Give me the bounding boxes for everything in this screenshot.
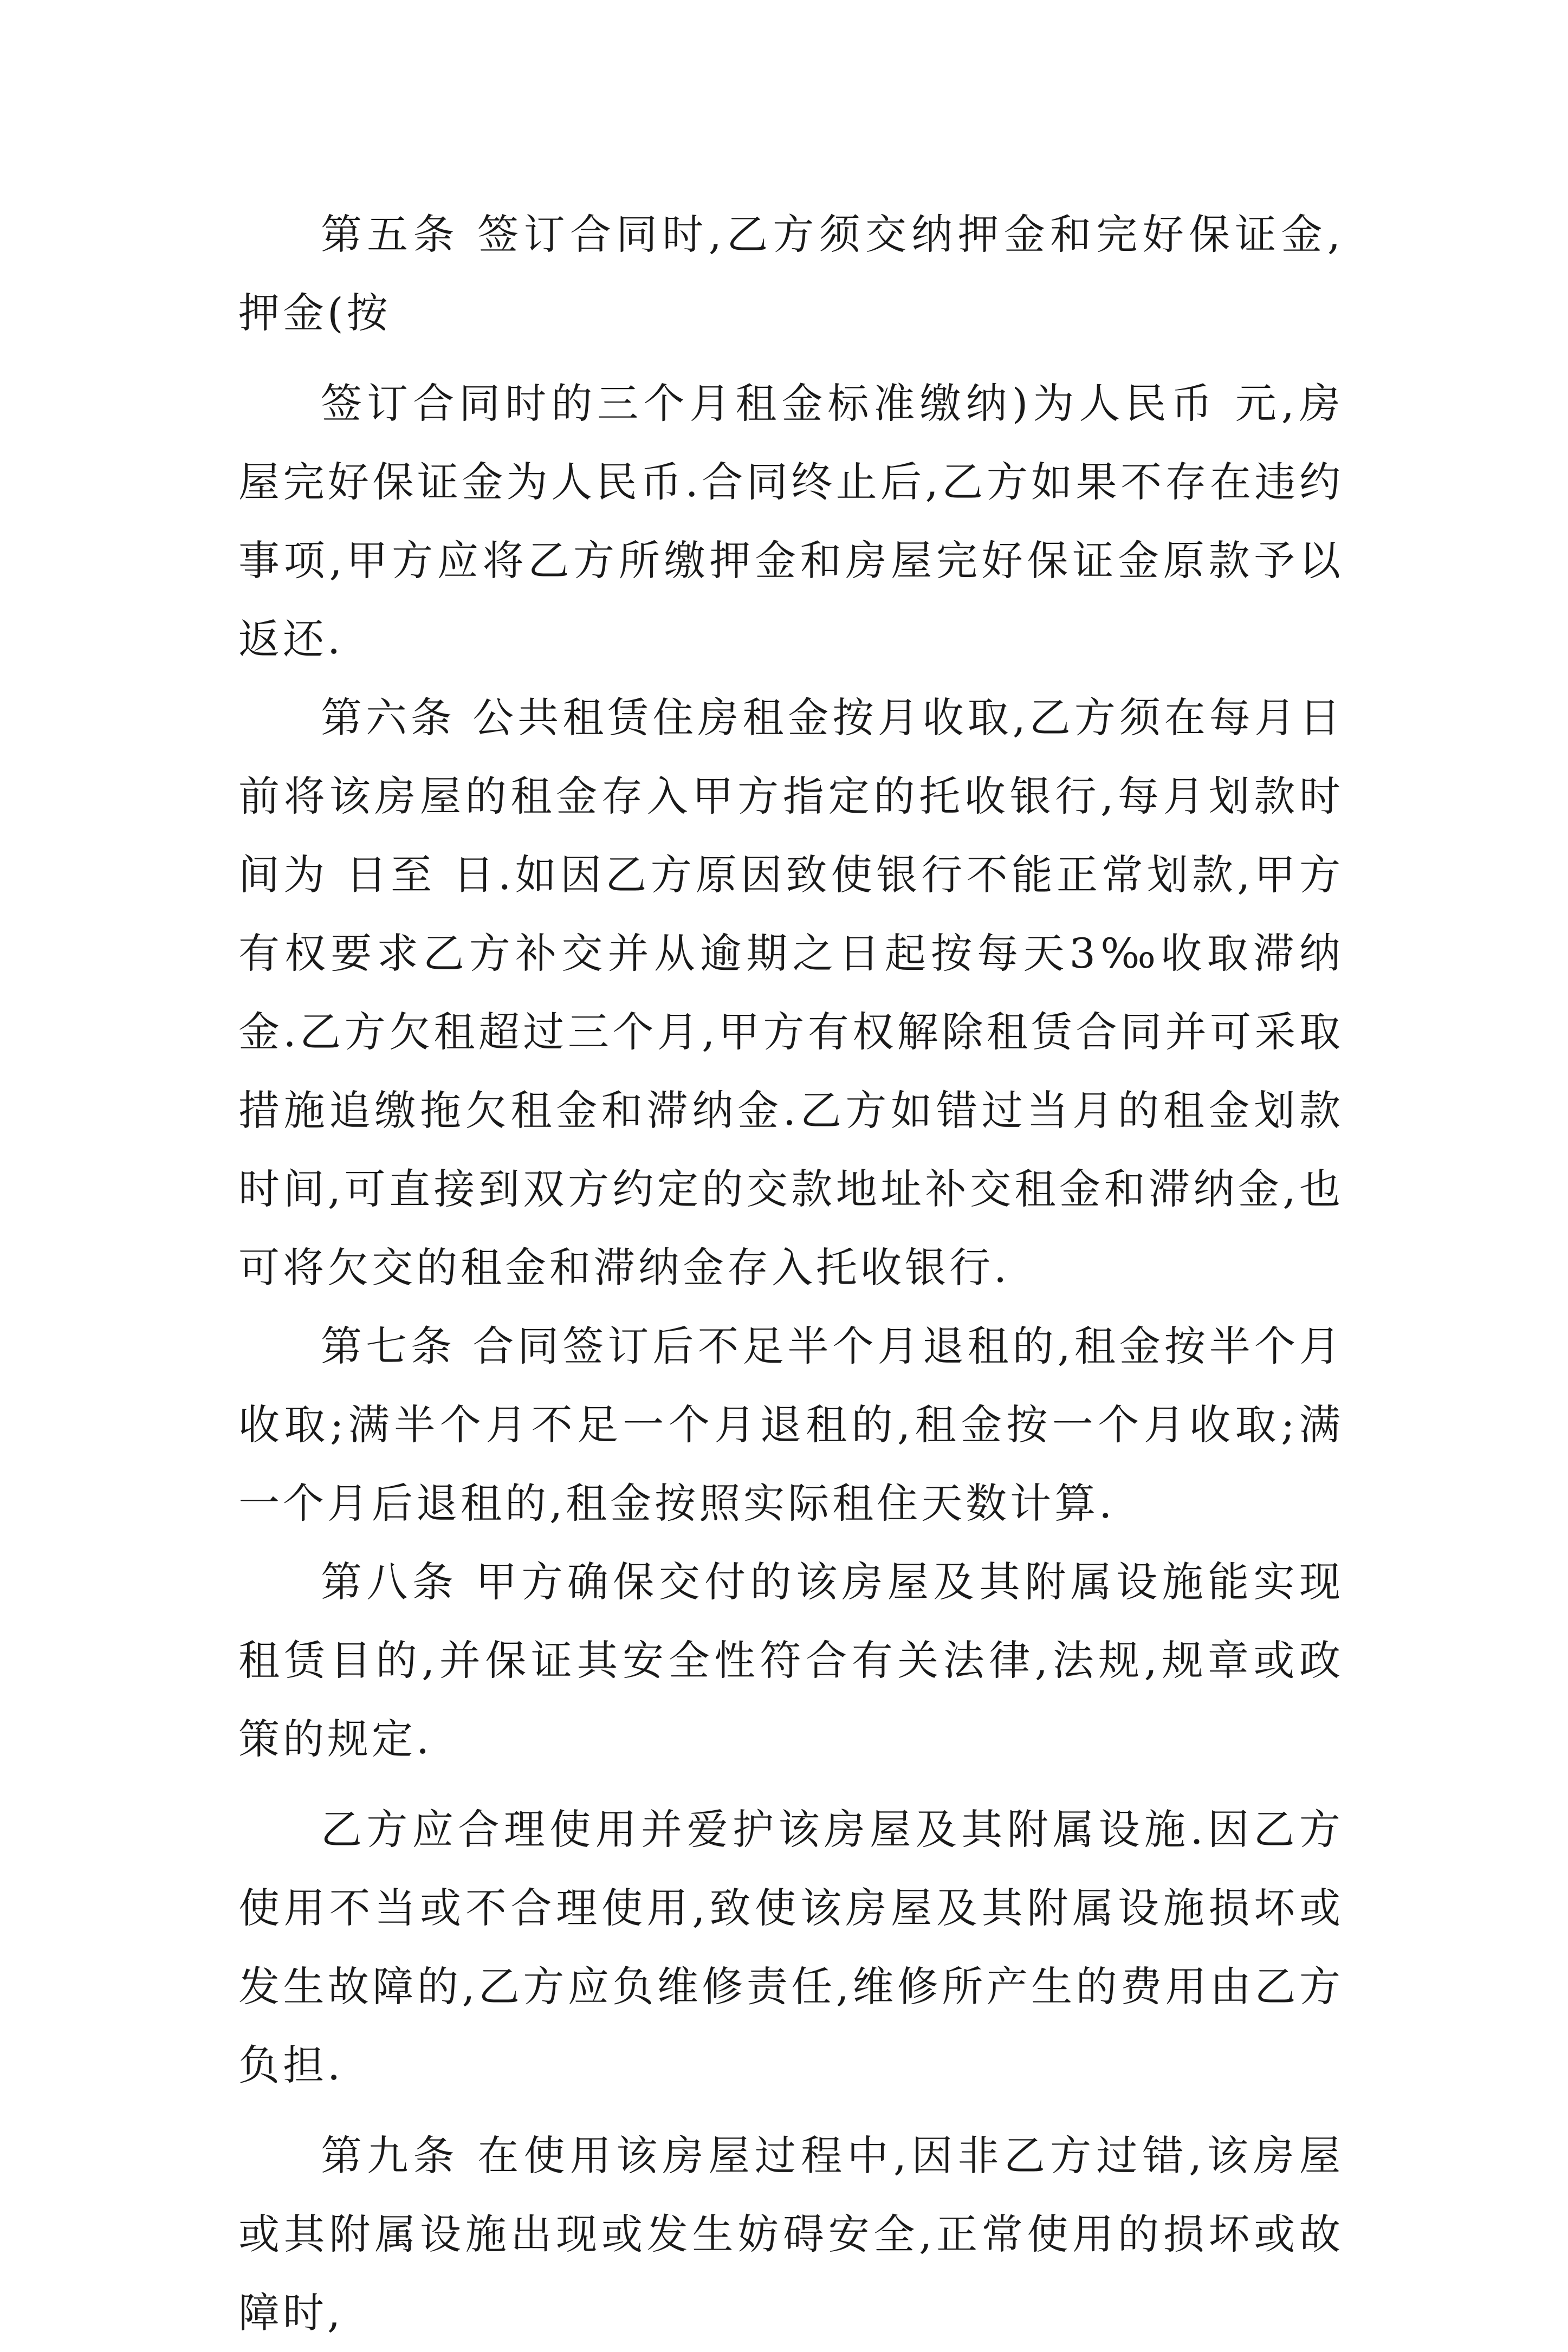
paragraph-tenant-duty: 乙方应合理使用并爱护该房屋及其附属设施.因乙方使用不当或不合理使用,致使该房屋及其附属设施损坏或发生故障的,乙方应负维修责任,维修所产生的费用由乙方负担.: [238, 1805, 1344, 2089]
paragraph-article-9: 第九条 在使用该房屋过程中,因非乙方过错,该房屋或其附属设施出现或发生妨碍安全,正常使用的损坏或故障时,: [238, 2131, 1344, 2337]
paragraph-article-6: 第六条 公共租赁住房租金按月收取,乙方须在每月日前将该房屋的租金存入甲方指定的托收银行,每月划款时间为 日至 日.如因乙方原因致使银行不能正常划款,甲方有权要求乙方补交并从逾期之日起按每天3‰收取滞纳金.乙方欠租超过三个月,甲方有权解除租赁合同并可采取措施追缴拖欠租金和滞纳金.乙方如错过当月的租金划款时间,可直接到双方约定的交款地址补交租金和滞纳金,也可将欠交的租金和滞纳金存入托收银行.: [238, 694, 1344, 1292]
document-body: [238, 195, 1344, 2352]
paragraph-article-5: 第五条 签订合同时,乙方须交纳押金和完好保证金,押金(按: [238, 210, 1344, 337]
paragraph-article-7: 第七条 合同签订后不足半个月退租的,租金按半个月收取;满半个月不足一个月退租的,租金按一个月收取;满一个月后退租的,租金按照实际租住天数计算.: [238, 1322, 1344, 1527]
paragraph-deposit-details: 签订合同时的三个月租金标准缴纳)为人民币 元,房屋完好保证金为人民币.合同终止后,乙方如果不存在违约事项,甲方应将乙方所缴押金和房屋完好保证金原款予以返还.: [238, 379, 1344, 663]
paragraph-article-8: 第八条 甲方确保交付的该房屋及其附属设施能实现租赁目的,并保证其安全性符合有关法律,法规,规章或政策的规定.: [238, 1558, 1344, 1763]
